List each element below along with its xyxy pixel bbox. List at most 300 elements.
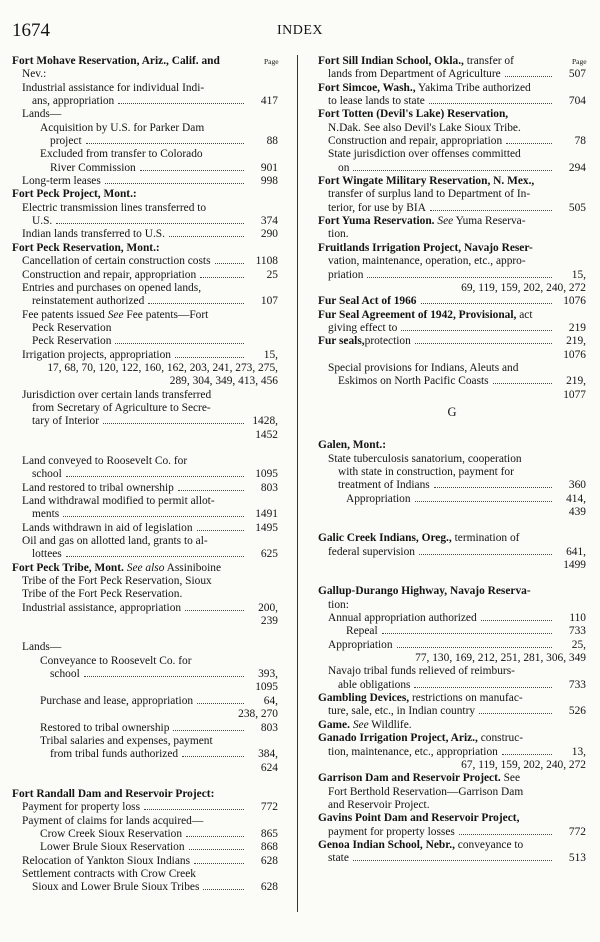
heading-tail: conveyance to (454, 838, 524, 851)
entry-line-with-page (318, 639, 586, 652)
heading-line (12, 55, 278, 68)
dot-leader (506, 135, 552, 144)
index-entry (318, 665, 586, 692)
page-ref: 868 (260, 841, 278, 854)
index-entry (12, 82, 278, 109)
dot-leader (215, 255, 244, 264)
index-heading-entry (318, 175, 586, 215)
heading-text: Galen, Mont.: (318, 439, 387, 452)
subheading-line: Payment of claims for lands acquired— (22, 814, 204, 827)
dot-leader (84, 668, 244, 677)
index-entry (12, 482, 278, 495)
heading-text: Fort Randall Dam and Reservoir Project: (12, 787, 215, 800)
entry-text: federal supervision (328, 545, 415, 558)
page-ref: 219, (566, 335, 586, 348)
page-ref: 25 (266, 268, 278, 281)
entry-text: lottees (32, 548, 62, 561)
heading-continuation: and Reservoir Project. (328, 798, 430, 811)
entry-text: Long-term leases (22, 175, 101, 188)
dot-leader (200, 269, 244, 278)
heading-line (12, 188, 278, 201)
entry-line-with-page (12, 668, 278, 681)
page-ref-continuation: 1452 (255, 428, 278, 441)
index-entry (12, 282, 278, 309)
entry-continuation: with state in construction, payment for (338, 465, 514, 478)
page-ref: 901 (260, 161, 278, 174)
entry-text: priation (328, 268, 364, 281)
page-ref: 290 (260, 228, 278, 241)
entry-text: school (50, 668, 80, 681)
page-ref: 704 (568, 95, 586, 108)
heading-text: Fort Totten (Devil's Lake) Reservation, (318, 108, 509, 121)
heading-tail: protection (364, 335, 411, 348)
page-ref-continuation: 1499 (563, 559, 586, 572)
entry-text: Repeal (346, 625, 378, 638)
entry-line: Acquisition by U.S. for Parker Dam (40, 121, 205, 134)
dot-leader (414, 679, 552, 688)
index-entry (12, 868, 278, 895)
entry-text: Crow Creek Sioux Reservation (40, 827, 183, 840)
entry-text: Eskimos on North Pacific Coasts (338, 375, 489, 388)
index-column-right (318, 55, 586, 866)
index-entry (12, 828, 278, 841)
heading-continuation: N.Dak. See also Devil's Lake Sioux Tribe. (328, 121, 521, 134)
page-ref: 107 (260, 295, 278, 308)
heading-tail: act (516, 308, 533, 321)
page-ref: 78 (574, 135, 586, 148)
entry-text: U.S. (32, 215, 53, 228)
see-reference: See (437, 215, 454, 228)
page-ref: 505 (568, 201, 586, 214)
entry-line-with-page (12, 269, 278, 282)
entry-line-with-page (12, 335, 278, 348)
index-heading-entry (318, 309, 586, 336)
index-heading-entry (318, 692, 586, 719)
entry-text: ments (32, 508, 60, 521)
entry-line-with-page (12, 175, 278, 188)
page-ref: 374 (260, 215, 278, 228)
entry-line-with-page (12, 748, 278, 761)
dot-leader (353, 162, 552, 171)
entry-line: Land withdrawal modified to permit allot- (22, 495, 215, 507)
entry-line: Excluded from transfer to Colorado (40, 148, 203, 161)
dot-leader (367, 269, 552, 278)
page-ref: 15, (571, 268, 586, 281)
heading-text: Gallup-Durango Highway, Navajo Reserva- (318, 585, 531, 598)
entry-line-with-page (12, 522, 278, 535)
index-entry (12, 108, 278, 121)
dot-leader (505, 68, 552, 77)
page-ref-continuation: 1076 (563, 348, 586, 361)
index-heading-entry (318, 335, 586, 362)
dot-leader (197, 522, 244, 531)
page-ref: 110 (569, 612, 586, 625)
entry-line-with-page (12, 881, 278, 894)
heading-text: Garrison Dam and Reservoir Project. (318, 772, 501, 785)
dot-leader (140, 162, 244, 171)
heading-tail: restrictions on manufac- (409, 692, 523, 705)
heading-line (318, 309, 586, 322)
entry-gap (318, 519, 586, 532)
index-entry (12, 148, 278, 175)
page-ref: 294 (568, 161, 586, 174)
entry-text: Payment for property loss (22, 801, 140, 814)
heading-line (318, 692, 586, 705)
index-heading-entry (318, 839, 586, 866)
dot-leader (182, 748, 244, 757)
dot-leader (185, 602, 244, 611)
heading-line (318, 812, 586, 825)
page-ref: 507 (568, 68, 586, 81)
heading-line (318, 719, 586, 732)
entry-text: ans, appropriation (32, 95, 115, 108)
entry-line-with-page (318, 269, 586, 282)
heading-line (318, 772, 586, 785)
page-ref: 803 (260, 481, 278, 494)
entry-text: reinstatement authorized (32, 295, 145, 308)
page-ref: 393, (258, 668, 278, 681)
page-ref: 733 (568, 625, 586, 638)
entry-text: Land restored to tribal ownership (22, 481, 174, 494)
dot-leader (415, 493, 552, 502)
entry-text: treatment of Indians (338, 479, 430, 492)
entry-line-with-page (12, 415, 278, 428)
index-heading-entry (318, 439, 586, 452)
index-entry (12, 255, 278, 268)
dot-leader (479, 705, 552, 714)
heading-line (318, 532, 586, 545)
entry-line-with-page (12, 548, 278, 561)
entry-line-with-page (12, 468, 278, 481)
index-entry (12, 495, 278, 522)
entry-text: giving effect to (328, 321, 398, 334)
entry-text: Relocation of Yankton Sioux Indians (22, 854, 191, 867)
entry-text: Peck Reservation (32, 335, 112, 348)
heading-line (318, 55, 586, 68)
page-ref-continuation: 1077 (563, 388, 586, 401)
dot-leader (430, 202, 552, 211)
heading-text: Gavins Point Dam and Reservoir Project, (318, 812, 520, 825)
dot-leader (63, 508, 244, 517)
entry-text: state (328, 852, 349, 865)
heading-continuation: vation, maintenance, operation, etc., appro- (328, 255, 526, 268)
entry-line: Settlement contracts with Crow Creek (22, 867, 196, 880)
heading-line (318, 242, 586, 255)
running-title: INDEX (276, 23, 324, 38)
index-heading-entry (318, 242, 586, 295)
page-ref: 88 (266, 135, 278, 148)
heading-continuation: Fort Berthold Reservation—Garrison Dam (328, 785, 524, 798)
index-heading-entry (12, 188, 278, 201)
index-entry (12, 722, 278, 735)
dot-leader (178, 482, 244, 491)
heading-tail: See also Assiniboine (126, 561, 222, 574)
index-entry (12, 815, 278, 828)
index-entry (318, 135, 586, 148)
index-entry (318, 625, 586, 638)
heading-text: Fur Seal Agreement of 1942, Provisional, (318, 308, 517, 321)
entry-line-with-page (12, 482, 278, 495)
page-ref: 625 (260, 548, 278, 561)
entry-line-with-page (12, 602, 278, 615)
entry-text: Irrigation projects, appropriation (22, 348, 171, 361)
entry-text: Construction and repair, appropriation (328, 135, 503, 148)
index-entry (12, 522, 278, 535)
section-letter: G (447, 404, 457, 419)
dot-leader (189, 841, 244, 850)
page-ref: 1095 (255, 468, 278, 481)
dot-leader (148, 295, 244, 304)
entry-line: Special provisions for Indians, Aleuts and (328, 361, 519, 374)
dot-leader (56, 215, 244, 224)
heading-text: Fruitlands Irrigation Project, Navajo Reser- (318, 241, 533, 254)
heading-text: Game. (318, 718, 350, 731)
entry-continuation: from Secretary of Agriculture to Secre- (32, 401, 211, 414)
page-ref-continuation: 77, 130, 169, 212, 251, 281, 306, 349 (415, 652, 586, 665)
index-entry (318, 453, 586, 493)
entry-text: lands from Department of Agriculture (328, 68, 501, 81)
heading-text: Ganado Irrigation Project, Ariz., (318, 732, 478, 745)
dot-leader (397, 639, 552, 648)
entry-line: Land conveyed to Roosevelt Co. for (22, 454, 188, 467)
entry-text: ture, sale, etc., in Indian country (328, 705, 476, 718)
entry-line-with-page (12, 135, 278, 148)
page-ref: 641, (566, 545, 586, 558)
heading-tail: construc- (477, 732, 524, 745)
dot-leader (353, 852, 552, 861)
index-entry (318, 639, 586, 666)
page-ref-continuation: 238, 270 (238, 708, 278, 721)
heading-text: Galic Creek Indians, Oreg., (318, 532, 452, 545)
page-ref: 803 (260, 721, 278, 734)
entry-line-with-page (12, 349, 278, 362)
page-ref: 1108 (255, 255, 278, 268)
heading-tail: termination of (451, 532, 520, 545)
heading-text: Fur Seal Act of 1966 (318, 295, 417, 308)
page-ref-continuation: 17, 68, 70, 120, 122, 160, 162, 203, 241, 273, 275, (47, 361, 278, 374)
dot-leader (194, 855, 244, 864)
page-ref: 219, (566, 375, 586, 388)
index-entry (12, 175, 278, 188)
entry-line-with-page (318, 625, 586, 638)
heading-tail: See Wildlife. (352, 718, 412, 731)
entry-text: from tribal funds authorized (50, 748, 179, 761)
index-entry (12, 269, 278, 282)
page-ref-continuation: 1095 (255, 681, 278, 694)
page-ref: 772 (568, 825, 586, 838)
subheading-line: Fee patents issued See Fee patents—Fort (22, 308, 209, 321)
column-divider (297, 55, 298, 912)
entry-text: Annual appropriation authorized (328, 612, 477, 625)
entry-line-with-page (12, 855, 278, 868)
index-heading-entry (318, 82, 586, 109)
entry-line-with-page (12, 255, 278, 268)
dot-leader (421, 295, 553, 304)
subheading-line: Lands— (22, 641, 62, 654)
heading-line (318, 439, 586, 452)
heading-continuation: transfer of surplus land to Department of In- (328, 188, 531, 201)
page-column-label-left: Page (264, 57, 279, 66)
heading-continuation: Tribe of the Fort Peck Reservation. (22, 588, 183, 601)
index-entry (12, 602, 278, 629)
entry-gap (12, 442, 278, 455)
page-number: 1674 (12, 20, 50, 41)
dot-leader (203, 881, 244, 890)
entry-line-with-page (318, 546, 586, 559)
entry-text: school (32, 468, 62, 481)
see-reference: See (107, 308, 124, 321)
page-ref: 733 (568, 678, 586, 691)
dot-leader (186, 828, 244, 837)
dot-leader (502, 746, 552, 755)
page-ref: 25, (571, 638, 586, 651)
heading-line (318, 732, 586, 745)
entry-line-with-page (12, 162, 278, 175)
page-ref-continuation: 67, 119, 159, 202, 240, 272 (461, 758, 586, 771)
heading-text: Fort Wingate Military Reservation, N. Mex., (318, 175, 535, 188)
heading-line (12, 788, 278, 801)
page-ref: 865 (260, 827, 278, 840)
dot-leader (401, 322, 552, 331)
subheading-line: Lands— (22, 108, 62, 121)
heading-text: Fort Mohave Reservation, Ariz., Calif. and (12, 55, 220, 67)
entry-line-with-page (318, 852, 586, 865)
heading-line (12, 242, 278, 255)
entry-line-with-page (318, 202, 586, 215)
index-entry (12, 641, 278, 654)
page-ref: 13, (571, 745, 586, 758)
entry-gap (12, 775, 278, 788)
entry-line: Entries and purchases on opened lands, (22, 281, 202, 294)
page-ref: 1491 (255, 508, 278, 521)
entry-line-with-page (318, 612, 586, 625)
dot-leader (481, 612, 552, 621)
entry-text: able obligations (338, 678, 411, 691)
entry-text: Lower Brule Sioux Reservation (40, 841, 185, 854)
entry-line-with-page (318, 746, 586, 759)
entry-line-with-page (318, 135, 586, 148)
page-ref: 1495 (255, 521, 278, 534)
page-ref-continuation: 289, 304, 349, 413, 456 (169, 375, 278, 388)
heading-text: Fort Simcoe, Wash., (318, 81, 416, 94)
page-ref-continuation: 624 (260, 761, 278, 774)
entry-line-with-page (12, 295, 278, 308)
index-heading-entry (318, 295, 586, 308)
heading-text: Fur seals, (318, 335, 365, 348)
see-reference: See (352, 718, 369, 731)
entry-line-with-page (12, 828, 278, 841)
index-entry (12, 389, 278, 442)
index-heading-entry (318, 719, 586, 732)
entry-line-with-page (318, 705, 586, 718)
index-heading-entry (12, 242, 278, 255)
page-ref: 414, (566, 492, 586, 505)
index-heading-entry (318, 772, 586, 812)
entry-line-with-page (12, 722, 278, 735)
index-entry (318, 612, 586, 625)
dot-leader (173, 722, 244, 731)
entry-line-with-page (318, 826, 586, 839)
dot-leader (415, 335, 552, 344)
page-ref: 200, (258, 601, 278, 614)
entry-text: to lease lands to state (328, 95, 425, 108)
entry-text: Indian lands transferred to U.S. (22, 228, 165, 241)
entry-line-with-page (318, 375, 586, 388)
entry-gap (12, 628, 278, 641)
index-heading-entry (318, 215, 586, 242)
heading-line (318, 295, 586, 308)
index-entry (12, 801, 278, 814)
index-heading-entry (12, 788, 278, 801)
entry-text: terior, for use by BIA (328, 201, 426, 214)
entry-text: Sioux and Lower Brule Sioux Tribes (32, 881, 200, 894)
entry-line-with-page (318, 493, 586, 506)
dot-leader (493, 375, 552, 384)
index-heading-entry (12, 55, 278, 82)
page-ref: 219 (568, 321, 586, 334)
dot-leader (459, 826, 552, 835)
heading-line (318, 335, 586, 348)
entry-line-with-page (12, 95, 278, 108)
dot-leader (66, 548, 244, 557)
entry-text: Industrial assistance, appropriation (22, 601, 182, 614)
entry-line-with-page (318, 479, 586, 492)
index-column-left (12, 55, 278, 895)
index-heading-entry (318, 108, 586, 135)
page-ref: 360 (568, 479, 586, 492)
entry-text: Purchase and lease, appropriation (40, 694, 194, 707)
entry-line: Industrial assistance for individual Indi- (22, 81, 205, 94)
dot-leader (105, 175, 244, 184)
entry-line: Conveyance to Roosevelt Co. for (40, 654, 192, 667)
entry-line-with-page (318, 322, 586, 335)
dot-leader (115, 335, 244, 344)
heading-line (12, 562, 278, 575)
index-entry (12, 735, 278, 775)
page-ref: 998 (260, 175, 278, 188)
entry-text: River Commission (50, 161, 136, 174)
heading-tail: Yakima Tribe authorized (415, 81, 531, 94)
page-ref-continuation: 439 (568, 506, 586, 518)
entry-line: State tuberculosis sanatorium, cooperation (328, 452, 522, 465)
heading-text: Fort Peck Tribe, Mont. (12, 561, 124, 574)
entry-line-with-page (318, 68, 586, 81)
dot-leader (66, 468, 244, 477)
heading-line (318, 108, 586, 121)
page-ref: 526 (568, 705, 586, 718)
dot-leader (144, 801, 244, 810)
entry-text: Restored to tribal ownership (40, 721, 170, 734)
entry-text: payment for property losses (328, 825, 455, 838)
entry-line-with-page (12, 801, 278, 814)
entry-text: Appropriation (328, 638, 393, 651)
heading-line (318, 215, 586, 228)
entry-line-with-page (318, 679, 586, 692)
index-entry (12, 349, 278, 389)
heading-tail: See Yuma Reserva- (437, 215, 526, 228)
index-entry (12, 855, 278, 868)
index-heading-entry (12, 562, 278, 602)
index-heading-entry (318, 585, 586, 612)
page-ref-continuation: 239 (260, 615, 278, 628)
entry-line-with-page (318, 95, 586, 108)
entry-line: Oil and gas on allotted land, grants to al- (22, 535, 208, 548)
heading-tail: See (500, 772, 521, 785)
heading-line (318, 82, 586, 95)
entry-line-with-page (12, 228, 278, 241)
index-heading-entry (318, 532, 586, 572)
index-entry (12, 122, 278, 149)
